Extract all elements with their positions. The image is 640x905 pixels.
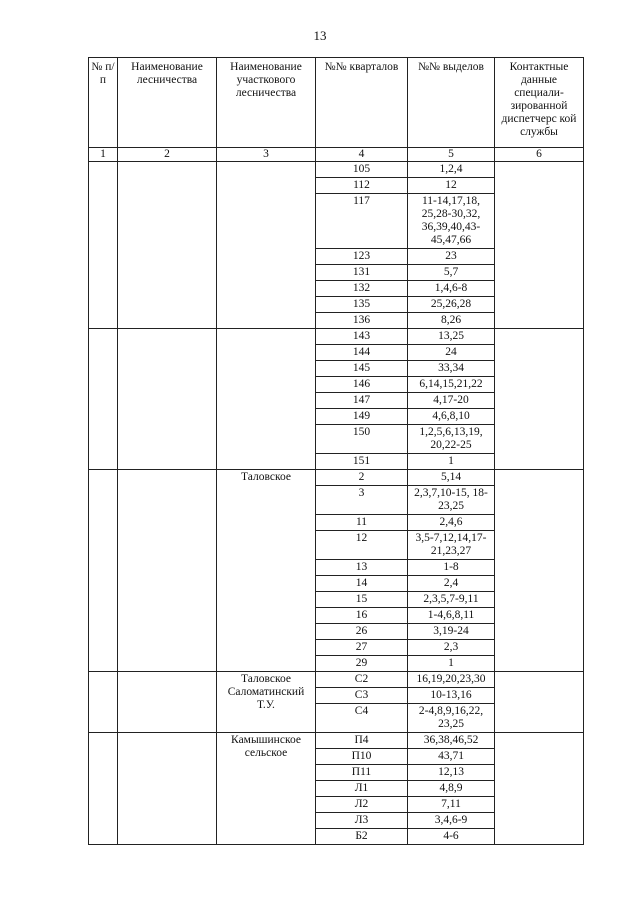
contacts-cell [495, 329, 584, 470]
forestry-cell [118, 733, 217, 845]
section-cell: 24 [408, 345, 495, 361]
section-cell: 11-14,17,18, 25,28-30,32, 36,39,40,43-45,47,66 [408, 194, 495, 249]
section-cell: 2,4 [408, 576, 495, 592]
header-col-forestry: Наименование лесничества [118, 58, 217, 148]
quarter-cell: С4 [316, 704, 408, 733]
quarter-cell: 14 [316, 576, 408, 592]
section-cell: 3,5-7,12,14,17-21,23,27 [408, 531, 495, 560]
header-col-contacts: Контактные данные специали-зированной диспетчерс кой службы [495, 58, 584, 148]
quarter-cell: 151 [316, 454, 408, 470]
section-cell: 8,26 [408, 313, 495, 329]
section-cell: 33,34 [408, 361, 495, 377]
quarter-cell: 2 [316, 470, 408, 486]
section-cell: 36,38,46,52 [408, 733, 495, 749]
section-cell: 5,7 [408, 265, 495, 281]
section-cell: 1-4,6,8,11 [408, 608, 495, 624]
row-number-cell [89, 329, 118, 470]
table-body [89, 162, 584, 845]
section-cell: 1-8 [408, 560, 495, 576]
quarter-cell: 27 [316, 640, 408, 656]
section-cell: 10-13,16 [408, 688, 495, 704]
contacts-cell [495, 470, 584, 672]
column-number: 5 [408, 148, 495, 162]
section-cell: 2,3 [408, 640, 495, 656]
section-cell: 4,17-20 [408, 393, 495, 409]
table-row [89, 470, 584, 486]
quarter-cell: П11 [316, 765, 408, 781]
contacts-cell [495, 162, 584, 329]
section-cell: 1,2,4 [408, 162, 495, 178]
section-cell: 12,13 [408, 765, 495, 781]
quarter-cell: 112 [316, 178, 408, 194]
column-number: 1 [89, 148, 118, 162]
table-row [89, 329, 584, 345]
quarter-cell: П4 [316, 733, 408, 749]
quarter-cell: Л3 [316, 813, 408, 829]
section-cell: 16,19,20,23,30 [408, 672, 495, 688]
district-forestry-cell [217, 162, 316, 329]
quarter-cell: 123 [316, 249, 408, 265]
quarter-cell: 29 [316, 656, 408, 672]
quarter-cell: С3 [316, 688, 408, 704]
quarter-cell: 131 [316, 265, 408, 281]
header-col-district-forestry: Наименование участкового лесничества [217, 58, 316, 148]
forestry-cell [118, 672, 217, 733]
quarter-cell: 149 [316, 409, 408, 425]
section-cell: 4,6,8,10 [408, 409, 495, 425]
quarter-cell: 136 [316, 313, 408, 329]
quarter-cell: С2 [316, 672, 408, 688]
section-cell: 6,14,15,21,22 [408, 377, 495, 393]
section-cell: 1 [408, 656, 495, 672]
section-cell: 4-6 [408, 829, 495, 845]
section-cell: 23 [408, 249, 495, 265]
quarter-cell: 135 [316, 297, 408, 313]
contacts-cell [495, 733, 584, 845]
section-cell: 4,8,9 [408, 781, 495, 797]
row-number-cell [89, 470, 118, 672]
district-forestry-cell: Камышинское сельское [217, 733, 316, 845]
row-number-cell [89, 733, 118, 845]
quarter-cell: 13 [316, 560, 408, 576]
forestry-cell [118, 329, 217, 470]
header-col-sections: №№ выделов [408, 58, 495, 148]
quarter-cell: 150 [316, 425, 408, 454]
section-cell: 1 [408, 454, 495, 470]
section-cell: 2,3,5,7-9,11 [408, 592, 495, 608]
section-cell: 25,26,28 [408, 297, 495, 313]
section-cell: 2-4,8,9,16,22, 23,25 [408, 704, 495, 733]
quarter-cell: 147 [316, 393, 408, 409]
quarter-cell: 12 [316, 531, 408, 560]
row-number-cell [89, 162, 118, 329]
quarter-cell: 144 [316, 345, 408, 361]
quarter-cell: 11 [316, 515, 408, 531]
column-number: 3 [217, 148, 316, 162]
table-row [89, 733, 584, 749]
section-cell: 12 [408, 178, 495, 194]
quarter-cell: Л2 [316, 797, 408, 813]
row-number-cell [89, 672, 118, 733]
section-cell: 13,25 [408, 329, 495, 345]
forestry-table [88, 57, 584, 845]
section-cell: 1,2,5,6,13,19, 20,22-25 [408, 425, 495, 454]
forestry-cell [118, 470, 217, 672]
quarter-cell: 146 [316, 377, 408, 393]
section-cell: 3,4,6-9 [408, 813, 495, 829]
quarter-cell: 16 [316, 608, 408, 624]
table-row [89, 162, 584, 178]
section-cell: 3,19-24 [408, 624, 495, 640]
section-cell: 1,4,6-8 [408, 281, 495, 297]
page-number: 13 [313, 28, 327, 43]
contacts-cell [495, 672, 584, 733]
section-cell: 7,11 [408, 797, 495, 813]
quarter-cell: 15 [316, 592, 408, 608]
quarter-cell: 105 [316, 162, 408, 178]
quarter-cell: 145 [316, 361, 408, 377]
table-row [89, 672, 584, 688]
section-cell: 5,14 [408, 470, 495, 486]
column-number: 4 [316, 148, 408, 162]
header-col-quarters: №№ кварталов [316, 58, 408, 148]
header-row [89, 58, 584, 148]
quarter-cell: П10 [316, 749, 408, 765]
column-number-row [89, 148, 584, 162]
quarter-cell: 26 [316, 624, 408, 640]
quarter-cell: Л1 [316, 781, 408, 797]
quarter-cell: 132 [316, 281, 408, 297]
header-col-number: № п/п [89, 58, 118, 148]
district-forestry-cell: Таловское Саломатинский Т.У. [217, 672, 316, 733]
section-cell: 2,4,6 [408, 515, 495, 531]
column-number: 2 [118, 148, 217, 162]
district-forestry-cell [217, 329, 316, 470]
section-cell: 2,3,7,10-15, 18-23,25 [408, 486, 495, 515]
quarter-cell: 117 [316, 194, 408, 249]
forestry-cell [118, 162, 217, 329]
quarter-cell: 3 [316, 486, 408, 515]
district-forestry-cell: Таловское [217, 470, 316, 672]
quarter-cell: Б2 [316, 829, 408, 845]
section-cell: 43,71 [408, 749, 495, 765]
column-number: 6 [495, 148, 584, 162]
quarter-cell: 143 [316, 329, 408, 345]
